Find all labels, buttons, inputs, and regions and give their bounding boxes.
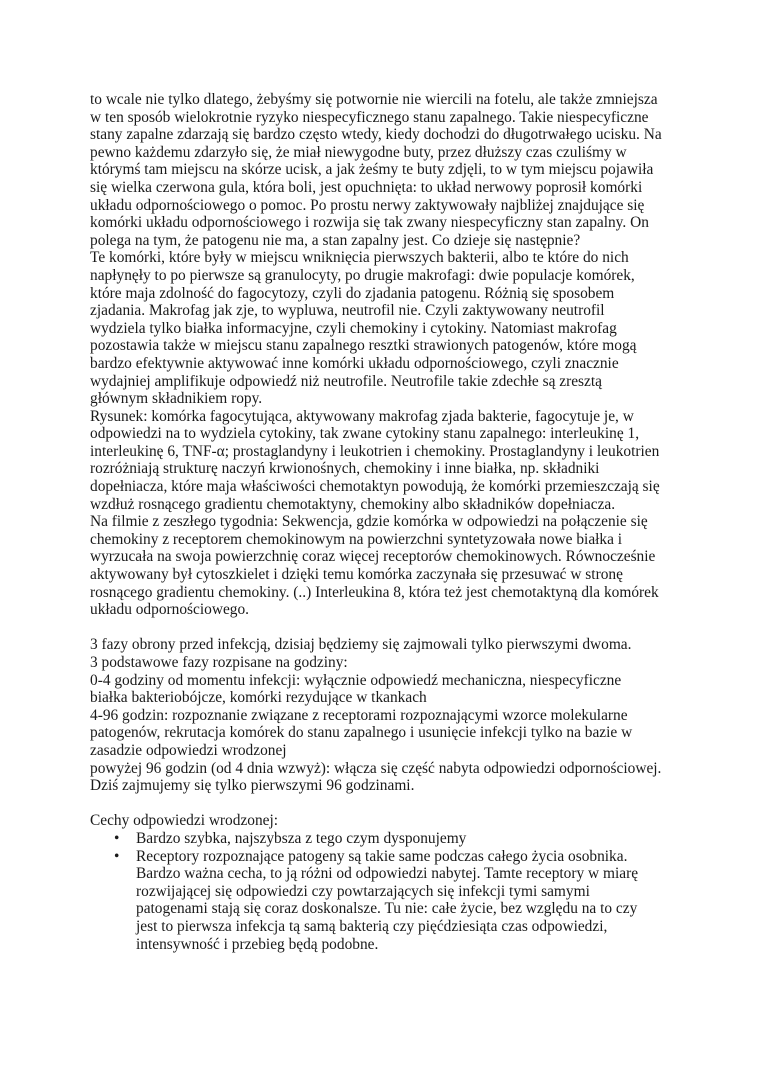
paragraph-phase-4-96: 4-96 godzin: rozpoznanie związane z receptorami rozpoznającymi wzorce molekularne patogenów, rekrutacja komórek do stanu zapalnego i usunięcie infekcji tylko na bazie w zasadzie odpowiedzi wrodzonej [90, 706, 633, 759]
paragraph-figure-description: Rysunek: komórka fagocytująca, aktywowany makrofag zjada bakterie, fagocytuje je, w odpowiedzi na to wydziela cytokiny, tak zwane cytokiny stanu zapalnego: interleukinę 1, interleukinę 6, TNF-α; prostaglandyny i leukotrien i chemokiny. Prostaglandyny i leukotrien rozróżniają strukturę naczyń krwionośnych, chemokiny i inne białka, np. składniki dopełniacza, które maja właściwości chemotaktyn powodują, że komórki przemieszczają się wzdłuż rosnącego gradientu chemotaktyny, chemokiny albo składników dopełniacza. [90, 407, 660, 513]
paragraph-today-scope: Dziś zajmujemy się tylko pierwszymi 96 godzinami. [90, 777, 415, 795]
paragraph-phase-over-96: powyżej 96 godzin (od 4 dnia wzwyż): włącza się część nabyta odpowiedzi odpornościowej. [90, 759, 662, 777]
paragraph-phase-0-4: 0-4 godziny od momentu infekcji: wyłącznie odpowiedź mechaniczna, niespecyficzne białka bakteriobójcze, komórki rezydujące w tkankach [90, 671, 622, 707]
section-heading-innate-features: Cechy odpowiedzi wrodzonej: [90, 812, 279, 830]
paragraph-film-chemotaxis: Na filmie z zeszłego tygodnia: Sekwencja, gdzie komórka w odpowiedzi na połączenie się chemokiny z receptorem chemokinowym na powierzchni syntetyzowała nowe białka i wyrzucała na swoja powierzchnię coraz więcej receptorów chemokinowych. Równocześnie aktywowany był cytoszkielet i dzięki temu komórka zaczynała się przesuwać w stronę rosnącego gradientu chemokiny. (..) Interleukina 8, która też jest chemotaktyną dla komórek układu odpornościowego. [90, 513, 659, 619]
innate-features-list [90, 830, 662, 953]
list-item [90, 848, 662, 954]
document-page [90, 91, 662, 953]
list-item-text: Bardzo szybka, najszybsza z tego czym dysponujemy [136, 829, 467, 847]
list-item-text: Receptory rozpoznające patogeny są takie same podczas całego życia osobnika. Bardzo ważna cecha, to ją różni od odpowiedzi nabytej. Tamte receptory w miarę rozwijającej się odpowiedzi czy powtarzających się infekcji tymi samymi patogenami stają się coraz doskonalsze. Tu nie: całe życie, bez względu na to czy jest to pierwsza infekcja tą samą bakterią czy pięćdziesiąta czas odpowiedzi, intensywność i przebieg będą podobne. [136, 847, 639, 953]
bullet-icon: • [114, 847, 120, 865]
paragraph-spacer [90, 795, 662, 813]
paragraph-phases-hours: 3 podstawowe fazy rozpisane na godziny: [90, 654, 348, 671]
paragraph-phagocytes: Te komórki, które były w miejscu wniknięcia pierwszych bakterii, albo te które do nich napłynęły to po pierwsze są granulocyty, po drugie makrofagi: dwie populacje komórek, które maja zdolność do fagocytozy, czyli do zjadania patogenu. Różnią się sposobem zjadania. Makrofag jak zje, to wypluwa, neutrofil nie. Czyli zaktywowany neutrofil wydziela tylko białka informacyjne, czyli chemokiny i cytokiny. Natomiast makrofag pozostawia także w miejscu stanu zapalnego resztki strawionych patogenów, które mogą bardzo efektywnie aktywować inne komórki układu odpornościowego, czyli znacznie wydajniej amplifikuje odpowiedź niż neutrofile. Neutrofile takie zdechłe są zresztą głównym składnikiem ropy. [90, 249, 637, 408]
paragraph-defense-phases: 3 fazy obrony przed infekcją, dzisiaj będziemy się zajmowali tylko pierwszymi dwoma. [90, 636, 632, 654]
list-item [90, 830, 662, 848]
bullet-icon: • [114, 829, 120, 847]
paragraph-spacer [90, 619, 662, 637]
paragraph-pressure-inflammation: to wcale nie tylko dlatego, żebyśmy się potwornie nie wiercili na fotelu, ale także zmniejsza w ten sposób wielokrotnie ryzyko niespecyficznego stanu zapalnego. Takie niespecyficzne stany zapalne zdarzają się bardzo często wtedy, kiedy dochodzi do długotrwałego ucisku. Na pewno każdemu zdarzyło się, że miał niewygodne buty, przez dłuższy czas czuliśmy w którymś tam miejscu na skórze ucisk, a jak żeśmy te buty zdjęli, to w tym miejscu pojawiła się wielka czerwona gula, która boli, jest opuchnięta: to układ nerwowy poprosił komórki układu odpornościowego o pomoc. Po prostu nerwy zaktywowały najbliżej znajdujące się komórki układu odpornościowego i rozwija się tak zwany niespecyficzny stan zapalny. On polega na tym, że patogenu nie ma, a stan zapalny jest. Co dzieje się następnie? [90, 91, 662, 249]
